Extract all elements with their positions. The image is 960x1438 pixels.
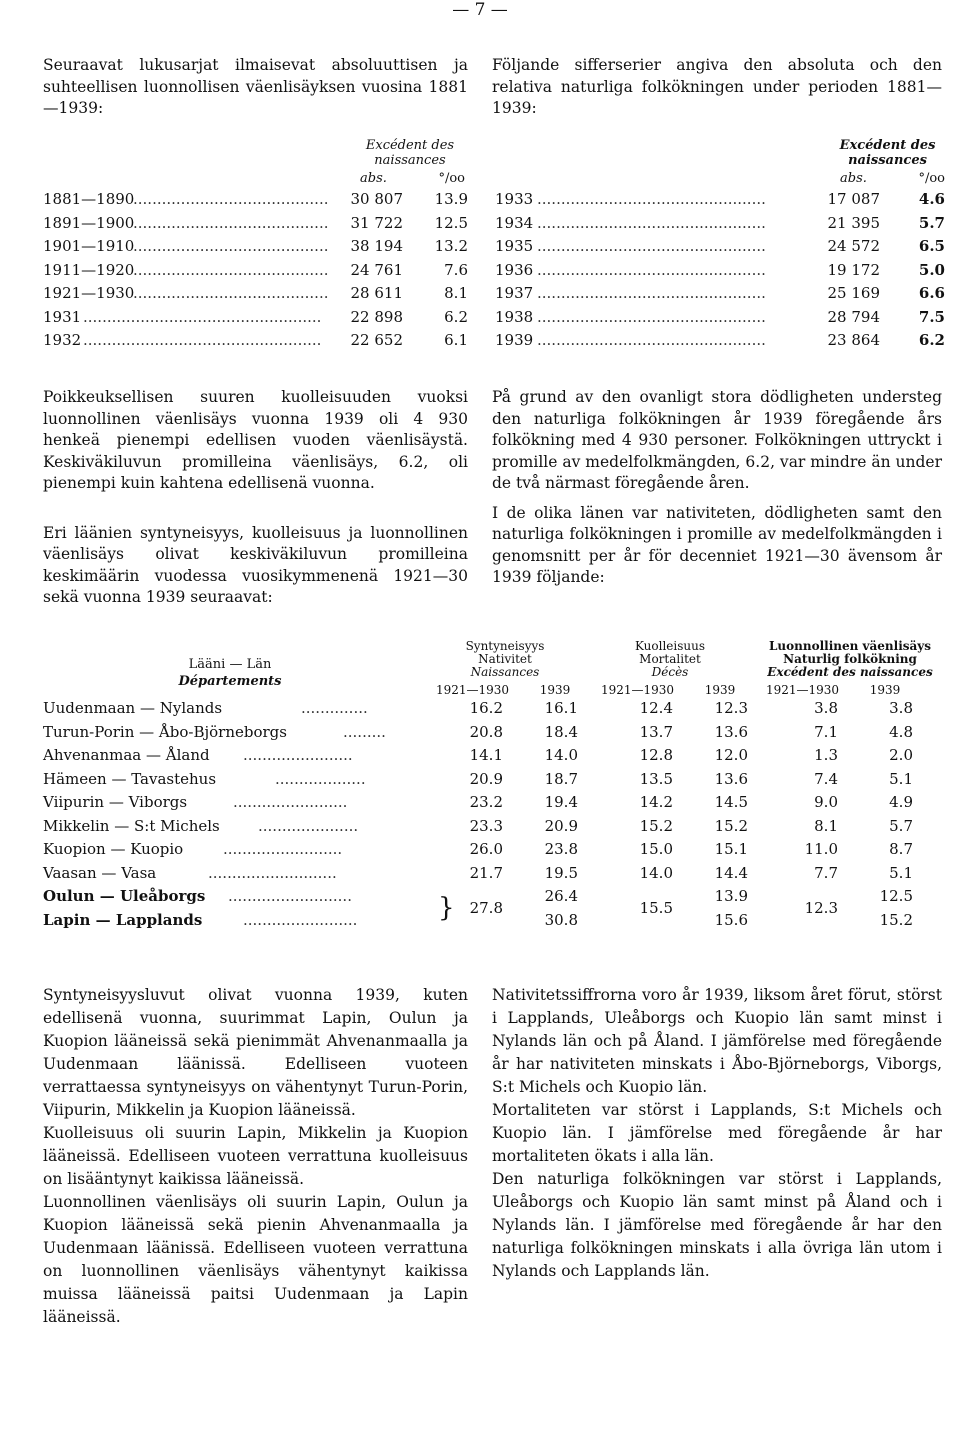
region-sv: S:t Michels <box>134 816 220 835</box>
growth-1939: 4.8 <box>889 722 913 741</box>
dot-leader: ................................................ <box>537 260 766 279</box>
death-1939-lappi: 15.6 <box>714 911 748 929</box>
birth-1921-30: 16.2 <box>469 699 503 717</box>
death-year-head: 1939 <box>704 683 736 697</box>
abs-value: 25 169 <box>827 284 880 302</box>
death-1921-30: 14.0 <box>639 863 673 882</box>
death-decade-head: 1921—1930 <box>600 683 675 697</box>
growth-1939: 8.7 <box>889 840 913 858</box>
dot-leader: ........................ <box>243 911 358 929</box>
table-row <box>495 329 945 353</box>
region-sv: Nylands <box>159 699 223 717</box>
dot-leader: .......................... <box>228 887 352 905</box>
merged-region-rows <box>43 885 943 935</box>
table-row <box>43 306 468 330</box>
region-sv: Uleåborgs <box>119 887 206 905</box>
fi-bottom-para-1: Syntyneisyysluvut olivat vuonna 1939, kuten edellisenä vuonna, suurimmat Lapin, Oulun ja Kuopion lääneissä sekä pienimmät Ahvenanmaalla ja Uudenmaan läänissä. Edelliseen vuoteen verrattaessa syntyneisyys on vähentynyt Turun-Porin, Viipurin, Mikkelin ja Kuopion lääneissä. <box>43 986 468 1119</box>
birth-year-head: 1939 <box>539 683 571 697</box>
region-fi: Mikkelin <box>43 816 110 835</box>
abs-value: 38 194 <box>350 237 403 255</box>
dot-leader: ................... <box>275 769 366 788</box>
sv-para-2: I de olika länen var nativiteten, dödligheten samt den naturliga folkökningen i promille av medelfolkmängden i genomsnitt per år för decenniet 1921—30 ävensom år 1939 följande: <box>492 503 942 586</box>
growth-1921-30: 8.1 <box>814 816 838 835</box>
region-label: Viipurin — Viborgs <box>43 793 188 811</box>
period-label: 1935 <box>495 237 534 255</box>
region-sv: Åbo-Björneborgs <box>158 722 287 741</box>
death-1939: 14.4 <box>714 863 748 882</box>
dot-leader: .............. <box>301 699 368 717</box>
growth-1921-30: 9.0 <box>814 793 838 811</box>
dot-leader: .................................................. <box>83 331 322 349</box>
birth-1939: 18.7 <box>544 769 578 788</box>
region-table-header <box>0 640 960 702</box>
region-sv: Åland <box>165 746 210 764</box>
region-sv: Lapplands <box>115 911 203 929</box>
region-head-2: Départements <box>178 674 282 689</box>
rel-value: 6.6 <box>918 284 945 302</box>
region-label: Uudenmaan — Nylands <box>43 699 223 717</box>
fi-intro-text: Seuraavat lukusarjat ilmaisevat absoluuttisen ja suhteellisen luonnollisen väenlisäyksen vuosina 1881—1939: <box>43 56 468 117</box>
death-head-3: Décès <box>651 665 689 679</box>
period-label: 1901—1910 <box>43 237 135 255</box>
table-row <box>43 721 943 745</box>
growth-1921-30: 3.8 <box>814 699 838 717</box>
birth-1939-lappi: 30.8 <box>544 911 578 929</box>
abs-value: 28 794 <box>827 307 880 326</box>
growth-1939: 5.1 <box>889 769 913 788</box>
table-row <box>43 259 468 283</box>
region-fi: Oulun <box>43 887 95 905</box>
region-label: Lapin — Lapplands <box>43 911 203 929</box>
dot-leader: ................................................ <box>537 284 766 302</box>
region-label: Ahvenanmaa — Åland <box>43 746 210 764</box>
table-row <box>495 188 945 212</box>
period-label: 1939 <box>495 331 534 349</box>
fi-intro <box>43 55 468 120</box>
dot-leader: ......................................... <box>133 237 329 255</box>
dot-leader: ....................... <box>243 746 353 764</box>
death-1921-30-merged: 15.5 <box>639 899 673 917</box>
table-row <box>43 744 943 768</box>
region-fi: Ahvenanmaa <box>43 746 142 764</box>
table-row <box>495 282 945 306</box>
growth-1921-30-merged: 12.3 <box>804 899 838 917</box>
birth-head-3: Naissances <box>470 665 540 679</box>
period-label: 1891—1900 <box>43 213 135 232</box>
growth-1921-30: 7.4 <box>814 769 838 788</box>
death-1921-30: 15.2 <box>639 816 673 835</box>
sv-bottom-text <box>492 984 942 1283</box>
rel-value: 6.2 <box>444 307 468 326</box>
dot-leader: ......................... <box>223 840 343 858</box>
table-row <box>43 768 943 792</box>
sv-bottom-para-2: Mortaliteten var störst i Lapplands, S:t Michels och Kuopio län. I jämförelse med föregående år har mortaliteten ökats i alla län. <box>492 1101 942 1165</box>
death-1921-30: 14.2 <box>639 793 673 811</box>
growth-1921-30: 7.1 <box>814 722 838 741</box>
period-label: 1881—1890 <box>43 190 135 208</box>
abs-value: 23 864 <box>827 331 880 349</box>
abs-value: 30 807 <box>350 190 403 208</box>
dot-leader: ................................................ <box>537 307 766 326</box>
sv-intro <box>492 55 942 120</box>
birth-head-2: Nativitet <box>478 652 532 666</box>
period-label: 1937 <box>495 284 534 302</box>
dot-leader: .................................................. <box>83 307 322 326</box>
death-1939: 13.6 <box>714 769 748 788</box>
period-label: 1932 <box>43 331 82 349</box>
abs-value: 24 572 <box>827 237 880 255</box>
rel-value: 6.5 <box>918 237 945 255</box>
death-1921-30: 13.5 <box>639 769 673 788</box>
death-1939: 15.1 <box>714 840 748 858</box>
table-row <box>43 862 943 886</box>
rel-value: 4.6 <box>918 190 945 208</box>
dot-leader: ......................................... <box>133 260 329 279</box>
region-fi: Uudenmaan <box>43 699 136 717</box>
death-1921-30: 13.7 <box>639 722 673 741</box>
period-label: 1933 <box>495 190 534 208</box>
rel-value: 12.5 <box>434 213 468 232</box>
death-group-header <box>595 640 745 679</box>
birth-1939: 18.4 <box>544 722 578 741</box>
birth-1921-30: 20.8 <box>469 722 503 741</box>
death-1939: 12.3 <box>714 699 748 717</box>
growth-1939: 3.8 <box>889 699 913 717</box>
death-1921-30: 12.8 <box>639 746 673 764</box>
table-row <box>43 212 468 236</box>
abs-value: 22 652 <box>350 331 403 349</box>
fi-para-2: Eri läänien syntyneisyys, kuolleisuus ja luonnollinen väenlisäys olivat keskiväkiluvun promilleina keskimäärin vuodessa vuosikymmenenä 1921—30 sekä vuonna 1939 seuraavat: <box>43 523 468 606</box>
period-label: 1934 <box>495 213 534 232</box>
rel-value: 7.5 <box>918 307 945 326</box>
dot-leader: ......... <box>343 722 386 741</box>
sv-middle-text <box>492 387 942 589</box>
region-fi: Vaasan <box>43 863 97 882</box>
growth-1921-30: 1.3 <box>814 746 838 764</box>
death-1921-30: 12.4 <box>639 699 673 717</box>
growth-year-head: 1939 <box>869 683 901 697</box>
dot-leader: ................................................ <box>537 190 766 208</box>
fi-para-1: Poikkeuksellisen suuren kuolleisuuden vuoksi luonnollinen väenlisäys vuonna 1939 oli 4 930 henkeä pienempi edellisen vuoden väenlisäystä. Keskiväkiluvun promilleina väenlisäys, 6.2, oli pienempi kuin kahtena edellisenä vuonna. <box>43 388 468 492</box>
table-row <box>495 235 945 259</box>
region-sv: Vasa <box>121 863 157 882</box>
fi-bottom-text <box>43 984 468 1329</box>
sv-intro-text: Följande sifferserier angiva den absoluta och den relativa naturliga folkökningen under perioden 1881—1939: <box>492 56 942 117</box>
table-row <box>43 791 943 815</box>
rel-value: 13.9 <box>434 190 468 208</box>
birth-1939: 20.9 <box>544 816 578 835</box>
abs-value: 31 722 <box>350 213 403 232</box>
left-header-line1: Excédent des <box>365 138 455 153</box>
growth-1921-30: 11.0 <box>804 840 838 858</box>
birth-1939-oulu: 26.4 <box>544 887 578 905</box>
region-fi: Turun-Porin <box>43 722 135 741</box>
sv-para-1: På grund av den ovanligt stora dödligheten understeg den naturliga folkökningen år 1939 föregående års folkökning med 4 930 personer. Folkökningen uttryckt i promille av medelfolkmängden, 6.2, var mindre än under de två närmast föregående åren. <box>492 388 942 492</box>
table-row <box>43 697 943 721</box>
growth-1939: 4.9 <box>889 793 913 811</box>
birth-1939: 19.5 <box>544 863 578 882</box>
page-number: — 7 — <box>452 0 508 20</box>
abs-value: 17 087 <box>827 190 880 208</box>
region-col-header <box>130 656 330 690</box>
table-row <box>43 235 468 259</box>
period-label: 1911—1920 <box>43 260 135 279</box>
left-table-header <box>355 138 465 168</box>
birth-1939: 23.8 <box>544 840 578 858</box>
death-1939: 14.5 <box>714 793 748 811</box>
table-row <box>43 838 943 862</box>
death-head-2: Mortalitet <box>639 652 701 666</box>
growth-1939: 2.0 <box>889 746 913 764</box>
birth-1939: 14.0 <box>544 746 578 764</box>
region-label: Mikkelin — S:t Michels <box>43 816 220 835</box>
right-period-table <box>495 188 945 353</box>
birth-1939: 19.4 <box>544 793 578 811</box>
abs-value: 21 395 <box>827 213 880 232</box>
growth-1939-oulu: 12.5 <box>879 887 913 905</box>
rel-value: 6.1 <box>444 331 468 349</box>
rel-value: 5.0 <box>918 260 945 279</box>
region-label: Hämeen — Tavastehus <box>43 769 217 788</box>
period-label: 1938 <box>495 307 534 326</box>
rel-value: 6.2 <box>918 331 945 349</box>
table-row <box>43 188 468 212</box>
growth-head-3: Excédent des naissances <box>767 665 933 679</box>
region-fi: Kuopion <box>43 840 106 858</box>
dot-leader: ......................................... <box>133 190 329 208</box>
region-label: Oulun — Uleåborgs <box>43 887 206 905</box>
death-head-1: Kuolleisuus <box>634 639 706 653</box>
death-1939: 15.2 <box>714 816 748 835</box>
rel-value: 5.7 <box>918 213 945 232</box>
abs-value: 19 172 <box>827 260 880 279</box>
dot-leader: ........................... <box>208 863 337 882</box>
region-sv: Viborgs <box>128 793 188 811</box>
death-1939-oulu: 13.9 <box>714 887 748 905</box>
rel-value: 13.2 <box>434 237 468 255</box>
period-label: 1931 <box>43 307 82 326</box>
growth-1939-lappi: 15.2 <box>879 911 913 929</box>
region-sv: Kuopio <box>130 840 184 858</box>
growth-head-2: Naturlig folkökning <box>783 652 917 666</box>
region-label: Kuopion — Kuopio <box>43 840 184 858</box>
left-period-table <box>43 188 468 353</box>
dot-leader: ..................... <box>258 816 359 835</box>
dot-leader: ......................................... <box>133 213 329 232</box>
growth-1939: 5.7 <box>889 816 913 835</box>
growth-group-header <box>755 640 945 679</box>
right-header-line1: Excédent des <box>839 138 936 153</box>
growth-head-1: Luonnollinen väenlisäys <box>768 639 932 653</box>
birth-decade-head: 1921—1930 <box>435 683 510 697</box>
birth-1921-30-merged: 27.8 <box>469 899 503 917</box>
right-header-line2: naissances <box>848 153 927 168</box>
region-sv: Tavastehus <box>131 769 217 788</box>
left-col-abs: abs. <box>360 171 387 186</box>
birth-1921-30: 21.7 <box>469 863 503 882</box>
region-head-1: Lääni — Län <box>188 657 272 672</box>
birth-head-1: Syntyneisyys <box>465 639 545 653</box>
abs-value: 22 898 <box>350 307 403 326</box>
growth-1921-30: 7.7 <box>814 863 838 882</box>
rel-value: 8.1 <box>444 284 468 302</box>
region-fi: Hämeen <box>43 769 107 788</box>
table-row <box>43 815 943 839</box>
dot-leader: ................................................ <box>537 213 766 232</box>
birth-1921-30: 20.9 <box>469 769 503 788</box>
death-1921-30: 15.0 <box>639 840 673 858</box>
birth-1921-30: 14.1 <box>469 746 503 764</box>
dot-leader: ................................................ <box>537 237 766 255</box>
left-header-line2: naissances <box>374 153 446 168</box>
region-fi: Lapin <box>43 911 91 929</box>
rel-value: 7.6 <box>444 260 468 279</box>
growth-1939: 5.1 <box>889 863 913 882</box>
period-label: 1936 <box>495 260 534 279</box>
birth-group-header <box>430 640 580 679</box>
death-1939: 13.6 <box>714 722 748 741</box>
table-row <box>495 212 945 236</box>
table-row <box>495 259 945 283</box>
region-label: Vaasan — Vasa <box>43 863 157 882</box>
dot-leader: ................................................ <box>537 331 766 349</box>
abs-value: 28 611 <box>350 284 403 302</box>
dot-leader: ......................................... <box>133 284 329 302</box>
region-label: Turun-Porin — Åbo-Björneborgs <box>43 722 287 741</box>
table-row <box>495 306 945 330</box>
left-col-rel: °/oo <box>438 171 465 186</box>
birth-1921-30: 23.2 <box>469 793 503 811</box>
right-col-rel: °/oo <box>918 171 945 186</box>
table-row <box>43 282 468 306</box>
period-label: 1921—1930 <box>43 284 135 302</box>
table-row <box>43 329 468 353</box>
death-1939: 12.0 <box>714 746 748 764</box>
sv-bottom-para-3: Den naturliga folkökningen var störst i Lapplands, Uleåborgs och Kuopio län samt minst på Åland och i Nylands län. I jämförelse med föregående år har den naturliga folkökningen minskats i alla övriga län utom i Nylands och Lapplands län. <box>492 1170 942 1280</box>
region-fi: Viipurin <box>43 793 105 811</box>
fi-bottom-para-3: Luonnollinen väenlisäys oli suurin Lapin, Oulun ja Kuopion lääneissä sekä pienin Ahvenanmaalla ja Uudenmaan läänissä. Edelliseen vuoteen verrattuna on luonnollinen väenlisäys vähentynyt kaikissa muissa lääneissä paitsi Uudenmaan ja Lapin lääneissä. <box>43 1193 468 1326</box>
fi-bottom-para-2: Kuolleisuus oli suurin Lapin, Mikkelin ja Kuopion lääneissä. Edelliseen vuoteen verrattuna kuolleisuus on lisääntynyt kaikissa lääneissä. <box>43 1124 468 1188</box>
abs-value: 24 761 <box>350 260 403 279</box>
sv-bottom-para-1: Nativitetssiffrorna voro år 1939, liksom året förut, störst i Lapplands, Uleåborgs och Kuopio län samt minst i Nylands län och på Åland. I jämförelse med föregående år har nativiteten minskats i Åbo-Björneborgs, Viborgs, S:t Michels och Kuopio län. <box>492 986 942 1096</box>
birth-1921-30: 26.0 <box>469 840 503 858</box>
right-col-abs: abs. <box>840 171 867 186</box>
birth-1921-30: 23.3 <box>469 816 503 835</box>
fi-middle-text <box>43 387 468 609</box>
growth-decade-head: 1921—1930 <box>765 683 840 697</box>
right-table-header <box>830 138 945 168</box>
region-table-body <box>43 697 943 885</box>
dot-leader: ........................ <box>233 793 348 811</box>
birth-1939: 16.1 <box>544 699 578 717</box>
brace-icon: } <box>438 893 455 923</box>
